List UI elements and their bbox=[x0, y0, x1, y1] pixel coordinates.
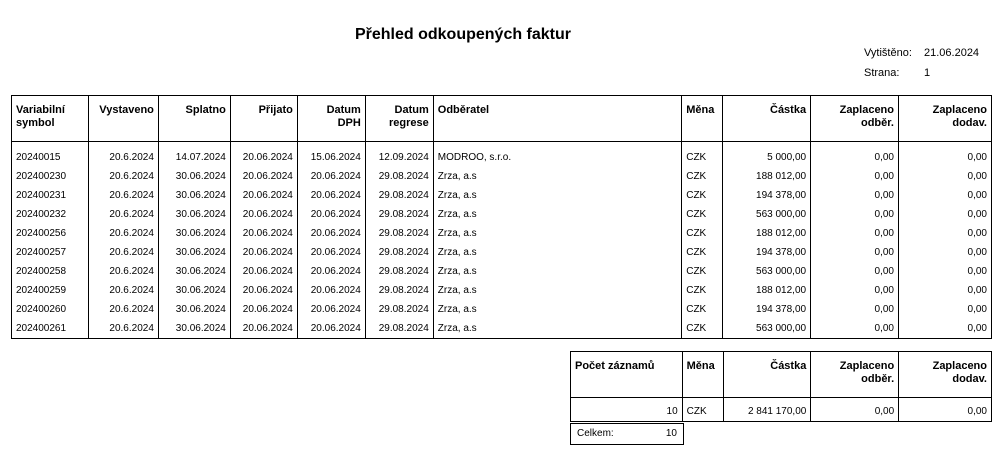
cell-zaplaceno-odber: 0,00 bbox=[811, 186, 899, 205]
cell-mena: CZK bbox=[682, 319, 723, 339]
cell-prijato: 20.06.2024 bbox=[230, 186, 297, 205]
invoice-table bbox=[11, 95, 992, 339]
cell-datum-regrese: 29.08.2024 bbox=[365, 167, 433, 186]
cell-odberatel: Zrza, a.s bbox=[433, 281, 681, 300]
cell-prijato: 20.06.2024 bbox=[230, 281, 297, 300]
cell-mena: CZK bbox=[682, 142, 723, 168]
cell-datum-regrese: 29.08.2024 bbox=[365, 319, 433, 339]
cell-odberatel: Zrza, a.s bbox=[433, 167, 681, 186]
printed-label: Vytištěno: bbox=[864, 47, 912, 59]
cell-odberatel: MODROO, s.r.o. bbox=[433, 142, 681, 168]
col-header-prijato: Přijato bbox=[230, 96, 297, 142]
cell-varsym: 202400259 bbox=[12, 281, 89, 300]
cell-vystaveno: 20.6.2024 bbox=[88, 281, 158, 300]
cell-vystaveno: 20.6.2024 bbox=[88, 262, 158, 281]
cell-prijato: 20.06.2024 bbox=[230, 224, 297, 243]
cell-odberatel: Zrza, a.s bbox=[433, 319, 681, 339]
cell-zaplaceno-odber: 0,00 bbox=[811, 205, 899, 224]
cell-vystaveno: 20.6.2024 bbox=[88, 142, 158, 168]
cell-castka: 563 000,00 bbox=[723, 205, 811, 224]
cell-varsym: 202400231 bbox=[12, 186, 89, 205]
cell-castka: 5 000,00 bbox=[723, 142, 811, 168]
cell-castka: 194 378,00 bbox=[723, 186, 811, 205]
table-row bbox=[12, 167, 992, 186]
cell-mena: CZK bbox=[682, 300, 723, 319]
cell-datum-regrese: 12.09.2024 bbox=[365, 142, 433, 168]
page-number bbox=[864, 67, 930, 79]
cell-prijato: 20.06.2024 bbox=[230, 319, 297, 339]
table-row bbox=[12, 186, 992, 205]
cell-datum-dph: 20.06.2024 bbox=[297, 205, 365, 224]
col-header-splatno: Splatno bbox=[158, 96, 230, 142]
summary-zaplaceno-dodav: 0,00 bbox=[899, 398, 992, 422]
cell-datum-regrese: 29.08.2024 bbox=[365, 262, 433, 281]
cell-odberatel: Zrza, a.s bbox=[433, 262, 681, 281]
summary-table bbox=[570, 351, 992, 422]
cell-zaplaceno-dodav: 0,00 bbox=[899, 167, 992, 186]
cell-mena: CZK bbox=[682, 281, 723, 300]
summary-header-mena: Měna bbox=[682, 352, 723, 398]
summary-castka: 2 841 170,00 bbox=[723, 398, 811, 422]
cell-datum-regrese: 29.08.2024 bbox=[365, 205, 433, 224]
cell-mena: CZK bbox=[682, 262, 723, 281]
cell-zaplaceno-odber: 0,00 bbox=[811, 319, 899, 339]
cell-prijato: 20.06.2024 bbox=[230, 205, 297, 224]
cell-splatno: 30.06.2024 bbox=[158, 224, 230, 243]
cell-zaplaceno-dodav: 0,00 bbox=[899, 281, 992, 300]
cell-castka: 563 000,00 bbox=[723, 319, 811, 339]
cell-splatno: 30.06.2024 bbox=[158, 205, 230, 224]
cell-odberatel: Zrza, a.s bbox=[433, 205, 681, 224]
summary-mena: CZK bbox=[682, 398, 723, 422]
cell-castka: 194 378,00 bbox=[723, 243, 811, 262]
col-header-zaplaceno-odber: Zaplaceno odběr. bbox=[811, 96, 899, 142]
cell-splatno: 30.06.2024 bbox=[158, 281, 230, 300]
cell-varsym: 202400261 bbox=[12, 319, 89, 339]
cell-vystaveno: 20.6.2024 bbox=[88, 186, 158, 205]
page-label: Strana: bbox=[864, 67, 900, 79]
cell-datum-regrese: 29.08.2024 bbox=[365, 224, 433, 243]
cell-zaplaceno-odber: 0,00 bbox=[811, 142, 899, 168]
col-header-varsym: Variabilní symbol bbox=[12, 96, 89, 142]
cell-splatno: 30.06.2024 bbox=[158, 262, 230, 281]
summary-header-zaplaceno-odber: Zaplaceno odběr. bbox=[811, 352, 899, 398]
cell-vystaveno: 20.6.2024 bbox=[88, 319, 158, 339]
summary-header-row bbox=[571, 352, 992, 398]
cell-castka: 563 000,00 bbox=[723, 262, 811, 281]
cell-datum-dph: 20.06.2024 bbox=[297, 167, 365, 186]
cell-mena: CZK bbox=[682, 186, 723, 205]
cell-zaplaceno-dodav: 0,00 bbox=[899, 243, 992, 262]
cell-vystaveno: 20.6.2024 bbox=[88, 243, 158, 262]
cell-datum-dph: 20.06.2024 bbox=[297, 186, 365, 205]
cell-datum-dph: 20.06.2024 bbox=[297, 262, 365, 281]
cell-datum-regrese: 29.08.2024 bbox=[365, 300, 433, 319]
cell-odberatel: Zrza, a.s bbox=[433, 224, 681, 243]
cell-zaplaceno-odber: 0,00 bbox=[811, 300, 899, 319]
cell-zaplaceno-odber: 0,00 bbox=[811, 262, 899, 281]
total-box bbox=[570, 423, 684, 445]
table-row bbox=[12, 205, 992, 224]
cell-datum-regrese: 29.08.2024 bbox=[365, 243, 433, 262]
table-row bbox=[12, 262, 992, 281]
cell-odberatel: Zrza, a.s bbox=[433, 243, 681, 262]
cell-zaplaceno-dodav: 0,00 bbox=[899, 262, 992, 281]
cell-varsym: 202400260 bbox=[12, 300, 89, 319]
cell-zaplaceno-dodav: 0,00 bbox=[899, 186, 992, 205]
cell-prijato: 20.06.2024 bbox=[230, 167, 297, 186]
cell-prijato: 20.06.2024 bbox=[230, 243, 297, 262]
table-row bbox=[12, 243, 992, 262]
cell-varsym: 202400230 bbox=[12, 167, 89, 186]
cell-datum-dph: 20.06.2024 bbox=[297, 300, 365, 319]
cell-odberatel: Zrza, a.s bbox=[433, 186, 681, 205]
col-header-datum-dph: Datum DPH bbox=[297, 96, 365, 142]
cell-varsym: 202400256 bbox=[12, 224, 89, 243]
cell-odberatel: Zrza, a.s bbox=[433, 300, 681, 319]
cell-datum-dph: 20.06.2024 bbox=[297, 224, 365, 243]
report-title: Přehled odkoupených faktur bbox=[354, 26, 572, 43]
cell-varsym: 202400258 bbox=[12, 262, 89, 281]
cell-datum-regrese: 29.08.2024 bbox=[365, 186, 433, 205]
cell-mena: CZK bbox=[682, 167, 723, 186]
cell-prijato: 20.06.2024 bbox=[230, 300, 297, 319]
cell-vystaveno: 20.6.2024 bbox=[88, 205, 158, 224]
table-row bbox=[12, 319, 992, 339]
total-label: Celkem: bbox=[577, 428, 614, 439]
col-header-datum-regrese: Datum regrese bbox=[365, 96, 433, 142]
col-header-vystaveno: Vystaveno bbox=[88, 96, 158, 142]
cell-zaplaceno-odber: 0,00 bbox=[811, 243, 899, 262]
cell-splatno: 30.06.2024 bbox=[158, 300, 230, 319]
summary-zaplaceno-odber: 0,00 bbox=[811, 398, 899, 422]
cell-vystaveno: 20.6.2024 bbox=[88, 300, 158, 319]
table-row bbox=[12, 224, 992, 243]
col-header-zaplaceno-dodav: Zaplaceno dodav. bbox=[899, 96, 992, 142]
cell-castka: 194 378,00 bbox=[723, 300, 811, 319]
printed-date bbox=[864, 47, 979, 59]
cell-zaplaceno-odber: 0,00 bbox=[811, 224, 899, 243]
cell-prijato: 20.06.2024 bbox=[230, 142, 297, 168]
summary-count: 10 bbox=[571, 398, 683, 422]
cell-mena: CZK bbox=[682, 224, 723, 243]
col-header-odberatel: Odběratel bbox=[433, 96, 681, 142]
cell-splatno: 14.07.2024 bbox=[158, 142, 230, 168]
summary-header-count: Počet záznamů bbox=[571, 352, 683, 398]
table-row bbox=[12, 281, 992, 300]
table-row bbox=[12, 300, 992, 319]
cell-mena: CZK bbox=[682, 205, 723, 224]
cell-datum-dph: 15.06.2024 bbox=[297, 142, 365, 168]
col-header-mena: Měna bbox=[682, 96, 723, 142]
cell-splatno: 30.06.2024 bbox=[158, 186, 230, 205]
cell-mena: CZK bbox=[682, 243, 723, 262]
cell-splatno: 30.06.2024 bbox=[158, 243, 230, 262]
cell-castka: 188 012,00 bbox=[723, 224, 811, 243]
cell-zaplaceno-dodav: 0,00 bbox=[899, 142, 992, 168]
cell-datum-regrese: 29.08.2024 bbox=[365, 281, 433, 300]
cell-castka: 188 012,00 bbox=[723, 167, 811, 186]
cell-varsym: 20240015 bbox=[12, 142, 89, 168]
cell-datum-dph: 20.06.2024 bbox=[297, 281, 365, 300]
cell-splatno: 30.06.2024 bbox=[158, 167, 230, 186]
cell-varsym: 202400232 bbox=[12, 205, 89, 224]
col-header-castka: Částka bbox=[723, 96, 811, 142]
cell-castka: 188 012,00 bbox=[723, 281, 811, 300]
cell-splatno: 30.06.2024 bbox=[158, 319, 230, 339]
table-header-row bbox=[12, 96, 992, 142]
cell-prijato: 20.06.2024 bbox=[230, 262, 297, 281]
page-value: 1 bbox=[924, 67, 931, 79]
cell-zaplaceno-dodav: 0,00 bbox=[899, 319, 992, 339]
cell-zaplaceno-odber: 0,00 bbox=[811, 281, 899, 300]
summary-header-zaplaceno-dodav: Zaplaceno dodav. bbox=[899, 352, 992, 398]
printed-value: 21.06.2024 bbox=[924, 47, 980, 59]
table-row bbox=[12, 142, 992, 168]
cell-zaplaceno-dodav: 0,00 bbox=[899, 205, 992, 224]
summary-row bbox=[571, 398, 992, 422]
cell-datum-dph: 20.06.2024 bbox=[297, 243, 365, 262]
cell-zaplaceno-dodav: 0,00 bbox=[899, 224, 992, 243]
cell-zaplaceno-dodav: 0,00 bbox=[899, 300, 992, 319]
cell-vystaveno: 20.6.2024 bbox=[88, 167, 158, 186]
summary-header-castka: Částka bbox=[723, 352, 811, 398]
cell-vystaveno: 20.6.2024 bbox=[88, 224, 158, 243]
cell-varsym: 202400257 bbox=[12, 243, 89, 262]
total-value: 10 bbox=[665, 428, 677, 439]
cell-datum-dph: 20.06.2024 bbox=[297, 319, 365, 339]
cell-zaplaceno-odber: 0,00 bbox=[811, 167, 899, 186]
